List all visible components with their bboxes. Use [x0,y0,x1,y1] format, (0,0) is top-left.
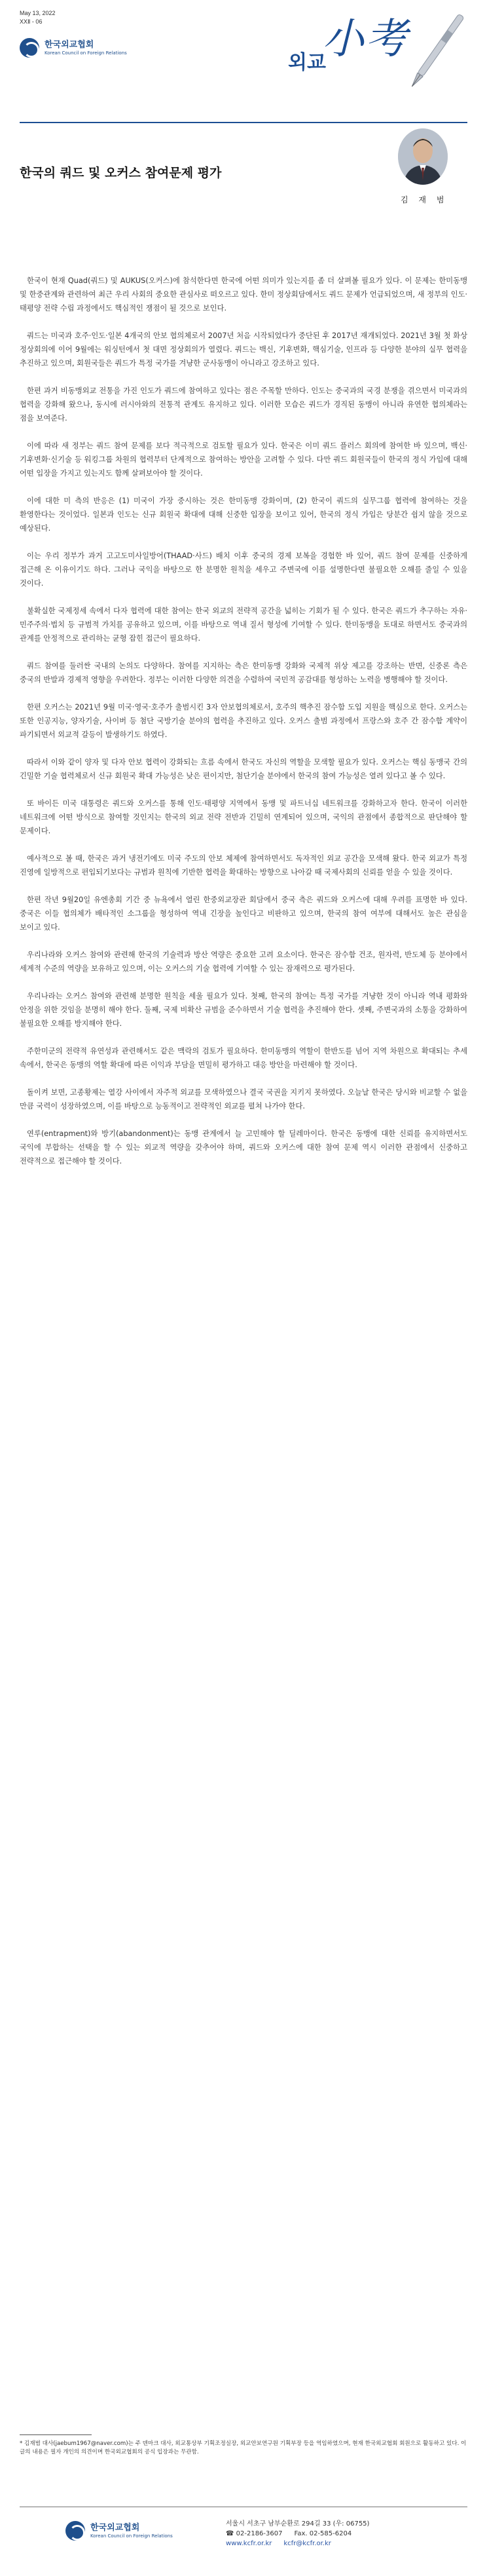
footer-org-name: 한국외교협회 [90,2522,140,2533]
header-org-name: 한국외교협회 [45,39,94,50]
header-divider [20,122,467,123]
paragraph: 예사적으로 볼 때, 한국은 과거 냉전기에도 미국 주도의 안보 체제에 참여하면서도 독자적인 외교 공간을 모색해 왔다. 한국 외교가 특정 진영에 일방적으로 편입되기보다는 규범과 원칙에 기반한 협력을 확대하는 방향으로 나아갈 때 국제사회의 신뢰를 얻을 수 있을 것이다. [20,854,467,877]
paragraph: 이에 대한 미 측의 반응은 (1) 미국이 가장 중시하는 것은 한미동맹 강화이며, (2) 한국이 쿼드의 실무그룹 협력에 참여하는 것을 환영한다는 것이었다. 일본과 인도는 신규 회원국 확대에 대해 신중한 입장을 보이고 있어, 한국의 정식 가입은 당분간 쉽지 않을 것으로 예상된다. [20,497,467,533]
paragraph: 한국이 현재 Quad(쿼드) 및 AUKUS(오커스)에 참석한다면 한국에 어떤 의미가 있는지를 좀 더 살펴볼 필요가 있다. 이 문제는 한미동맹 및 한중관계와 관련하여 최근 우리 사회의 중요한 관심사로 떠오르고 있다. 한미 정상회담에서도 쿼드 문제가 언급되었으며, 새 정부의 인도·태평양 전략 수립 과정에서도 핵심적인 쟁점이 될 것으로 보인다. [20,276,467,313]
footer-address: 서울시 서초구 남부순환로 294길 33 (우: 06755) [226,2520,370,2528]
footer-fax: Fax. 02-585-6204 [294,2530,352,2537]
paragraph: 우리나라와 오커스 참여와 관련해 한국의 기술력과 방산 역량은 중요한 고려 요소이다. 한국은 잠수함 건조, 원자력, 반도체 등 분야에서 세계적 수준의 역량을 보유하고 있으며, 이는 오커스의 기술 협력에 기여할 수 있는 잠재력으로 평가된다. [20,951,467,973]
footer-logo [65,2521,173,2541]
footer-email-link[interactable]: kcfr@kcfr.or.kr [283,2540,331,2547]
article-title: 한국의 쿼드 및 오커스 참여문제 평가 [20,166,222,180]
header-org-name-en: Korean Council on Foreign Relations [45,50,127,56]
paragraph: 한편 작년 9월20일 유엔총회 기간 중 뉴욕에서 열린 한중외교장관 회담에서 중국 측은 쿼드와 오커스에 대해 우려를 표명한 바 있다. 중국은 이들 협의체가 배타적인 소그룹을 형성하여 역내 긴장을 높인다고 비판하고 있으며, 한국의 참여 여부에 대해서도 높은 관심을 보이고 있다. [20,896,467,932]
series-title-big: 小考 [322,15,408,64]
org-logo-icon [20,38,39,58]
paragraph: 이에 따라 새 정부는 쿼드 참여 문제를 보다 적극적으로 검토할 필요가 있다. 한국은 이미 쿼드 플러스 회의에 참여한 바 있으며, 백신·기후변화·신기술 등 워킹그룹 차원의 협력부터 단계적으로 참여하는 방안을 고려할 수 있다. 다만 쿼드 회원국들이 한국의 정식 가입에 대해 어떤 입장을 가지고 있는지도 함께 살펴보아야 할 것이다. [20,442,467,478]
issue-number: XXⅡ - 06 [20,18,43,25]
footer-tel: ☎ 02-2186-3607 [226,2530,283,2537]
footnote: * 김재범 대사(jaebum1967@naver.com)는 주 덴마크 대사, 외교통상부 기획조정실장, 외교안보연구원 기획부장 등을 역임하였으며, 현재 한국외교협회 회원으로 활동하고 있다. 이 글의 내용은 필자 개인의 의견이며 한국외교협회의 공식 입장과는 무관함. [20,2440,467,2455]
paragraph: 쿼드는 미국과 호주·인도·일본 4개국의 안보 협의체로서 2007년 처음 시작되었다가 중단된 후 2017년 재개되었다. 2021년 3월 첫 화상 정상회의에 이어 9월에는 워싱턴에서 첫 대면 정상회의가 열렸다. 쿼드는 백신, 기후변화, 핵심기술, 인프라 등 다양한 분야의 실무 협력을 추진하고 있으며, 회원국들은 쿼드가 특정 국가를 겨냥한 군사동맹이 아니라고 강조하고 있다. [20,331,467,368]
paragraph: 한편 오커스는 2021년 9월 미국·영국·호주가 출범시킨 3자 안보협의체로서, 호주의 핵추진 잠수함 도입 지원을 핵심으로 한다. 오커스는 또한 인공지능, 양자기술, 사이버 등 첨단 국방기술 분야의 협력을 추진하고 있다. 오커스 출범 과정에서 프랑스와 호주 간 잠수함 계약이 파기되면서 외교적 갈등이 발생하기도 하였다. [20,703,467,739]
paragraph: 이는 우리 정부가 과거 고고도미사일방어(THAAD·사드) 배치 이후 중국의 경제 보복을 경험한 바 있어, 쿼드 참여 문제를 신중하게 접근해 온 이유이기도 하다. 그러나 국익을 바탕으로 한 분명한 원칙을 세우고 주변국에 이를 설명한다면 불필요한 오해를 줄일 수 있을 것이다. [20,552,467,588]
paragraph: 또 바이든 미국 대통령은 쿼드와 오커스를 통해 인도·태평양 지역에서 동맹 및 파트너십 네트워크를 강화하고자 한다. 한국이 이러한 네트워크에 어떤 방식으로 참여할 것인지는 한국의 외교 전략 전반과 긴밀히 연계되어 있으며, 국익의 관점에서 종합적으로 판단해야 할 문제이다. [20,799,467,835]
footer-org-logo-icon [65,2521,85,2541]
pen-icon [393,13,471,105]
series-title-small: 외교 [288,51,326,74]
article-body [20,274,467,1182]
header-logo [20,38,127,58]
footer-contact [226,2519,369,2548]
paragraph: 주한미군의 전략적 유연성과 관련해서도 같은 맥락의 검토가 필요하다. 한미동맹의 역할이 한반도를 넘어 지역 차원으로 확대되는 추세 속에서, 한국은 동맹의 역할 확대에 따른 이익과 부담을 면밀히 평가하고 대응 방안을 마련해야 할 것이다. [20,1047,467,1069]
footer-website-link[interactable]: www.kcfr.or.kr [226,2540,272,2547]
author-portrait-icon [398,128,448,185]
issue-info [20,9,56,26]
paragraph: 우리나라는 오커스 참여와 관련해 분명한 원칙을 세울 필요가 있다. 첫째, 한국의 참여는 특정 국가를 겨냥한 것이 아니라 역내 평화와 안정을 위한 것임을 분명히 해야 한다. 둘째, 국제 비확산 규범을 준수하면서 기술 협력을 추진해야 한다. 셋째, 주변국과의 소통을 강화하여 불필요한 오해를 방지해야 한다. [20,992,467,1028]
paragraph: 따라서 이와 같이 양자 및 다자 안보 협력이 강화되는 흐름 속에서 한국도 자신의 역할을 모색할 필요가 있다. 오커스는 핵심 동맹국 간의 긴밀한 기술 협력체로서 신규 회원국 확대 가능성은 낮은 편이지만, 첨단기술 분야에서 한국의 참여 가능성은 열려 있다고 볼 수 있다. [20,758,467,780]
issue-date: May 13, 2022 [20,10,56,16]
paragraph: 연루(entrapment)와 방기(abandonment)는 동맹 관계에서 늘 고민해야 할 딜레마이다. 한국은 동맹에 대한 신뢰를 유지하면서도 국익에 부합하는 선택을 할 수 있는 외교적 역량을 갖추어야 하며, 쿼드와 오커스에 대한 참여 문제 역시 이러한 관점에서 신중하고 전략적으로 접근해야 할 것이다. [20,1129,467,1165]
paragraph: 한편 과거 비동맹외교 전통을 가진 인도가 쿼드에 참여하고 있다는 점은 주목할 만하다. 인도는 중국과의 국경 분쟁을 겪으면서 미국과의 협력을 강화해 왔으나, 동시에 러시아와의 전통적 관계도 유지하고 있다. 이러한 모습은 쿼드가 경직된 동맹이 아니라 유연한 협의체라는 점을 보여준다. [20,387,467,423]
author-name: 김 재 범 [401,195,448,204]
paragraph: 돌이켜 보면, 고종황제는 열강 사이에서 자주적 외교를 모색하였으나 결국 국권을 지키지 못하였다. 오늘날 한국은 당시와 비교할 수 없을 만큼 국력이 성장하였으며, 이를 바탕으로 능동적이고 전략적인 외교를 펼쳐 나가야 한다. [20,1088,467,1110]
footer-org-name-en: Korean Council on Foreign Relations [90,2533,173,2539]
footnote-divider [20,2434,92,2435]
paragraph: 쿼드 참여를 둘러싼 국내의 논의도 다양하다. 참여를 지지하는 측은 한미동맹 강화와 국제적 위상 제고를 강조하는 반면, 신중론 측은 중국의 반발과 경제적 영향을 우려한다. 정부는 이러한 다양한 의견을 수렴하여 국민적 공감대를 형성하는 노력을 병행해야 할 것이다. [20,662,467,684]
author-photo [398,128,448,185]
paragraph: 불확실한 국제정세 속에서 다자 협력에 대한 참여는 한국 외교의 전략적 공간을 넓히는 기회가 될 수 있다. 한국은 쿼드가 추구하는 자유·민주주의·법치 등 규범적 가치를 공유하고 있으며, 이를 바탕으로 역내 질서 형성에 기여할 수 있다. 한미동맹을 토대로 하면서도 중국과의 관계를 안정적으로 관리하는 균형 잡힌 접근이 필요하다. [20,607,467,643]
